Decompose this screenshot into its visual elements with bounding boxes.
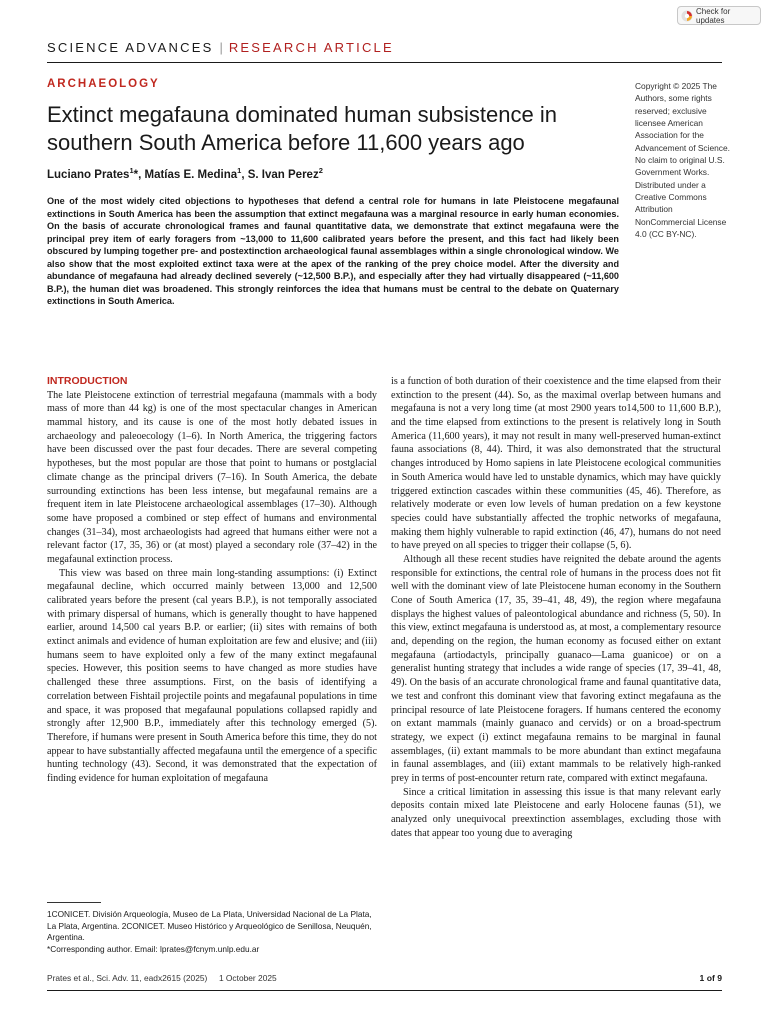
body-paragraph: is a function of both duration of their coexistence and the time elapsed from their extinction to the present (44). So, as the maximal overlap between humans and megafauna is not a very long time (at most 2900 years to14,500 to 11,600 B.P.), and the time elapsed from extinctions to the present is relatively long in South America (11,600 years), it may not result in many well-preserved human-extinct fauna associations (8, 44). Third, it was also demonstrated that the structural changes introduced by Homo sapiens in late Pleistocene ecological communities in South America would have led to unstable dynamics, which may have quickly triggered extinction cascades within these communities (45, 46). Therefore, as relatively moderate or even low levels of human predation on a few keystone species could have substantially affected the trophic networks of megafauna, making them highly vulnerable to rapid extinction (46, 47), humans do not need to have preyed on all species to trigger their collapse (5, 6). (391, 376, 721, 552)
check-updates-label: Check for updates (696, 6, 731, 25)
affiliations: 1CONICET. División Arqueología, Museo de La Plata, Universidad Nacional de La Plata, La Plata, Argentina. 2CONICET. Museo Histórico y Arqueológico de Senillosa, Neuquén, Argentina. (47, 909, 372, 943)
masthead-rule (47, 62, 722, 63)
article-type: RESEARCH ARTICLE (228, 40, 394, 55)
body-column-left (47, 375, 377, 786)
article-title: Extinct megafauna dominated human subsistence in southern South America before 11,600 years ago (47, 102, 557, 155)
author-affiliation-marker: 1 (129, 166, 134, 175)
footnote-rule (47, 902, 101, 903)
section-label: ARCHAEOLOGY (47, 78, 160, 90)
body-paragraph: Since a critical limitation in assessing this issue is that many relevant early deposits contain mixed late Pleistocene and early Holocene faunas (51), we analyzed only unequivocal preextinction assemblages, excluding those with dates that appear too young due to averaging (391, 786, 721, 839)
copyright-notice: Copyright © 2025 The Authors, some rights reserved; exclusive licensee American Association for the Advancement of Science. No claim to original U.S. Government Works. Distributed under a Creative Commons Attribution NonCommercial License 4.0 (CC BY-NC). (635, 81, 730, 240)
check-updates-icon (681, 10, 693, 22)
author-name: Luciano Prates (47, 168, 130, 181)
page-number: 1 of 9 (699, 973, 722, 983)
body-paragraph: This view was based on three main long-standing assumptions: (i) Extinct megafaunal decline, which occurred mainly between 13,000 and 12,500 calibrated years before the present (cal years B.P.), is not temporally associated with primary dispersal of humans, which is generally thought to have happened earlier, around 14,500 cal years B.P. or earlier; (ii) sites with remains of both extinct animals and evidence of human exploitation are few and elusive; and (iii) humans seem to have exploited only a few of the many extinct megafaunal species. However, this position seems to have changed as more studies have challenged these three assumptions. First, on the basis of identifying a correlation between Fishtail projectile points and megafaunal populations in time and space, it was proposed that megafaunal populations collapsed rapidly and strongly after 12,900 B.P., immediately after this technology emerged (5). Therefore, if humans were present in South America before this time, they do not appear to have substantially affected megafauna until the emergence of a specific hunting technology (43). Second, it was demonstrated that the expectation of finding evidence for human exploitation of megafauna (47, 567, 377, 784)
author-affiliation-marker: 2 (318, 166, 323, 175)
body-column-right (391, 375, 721, 840)
footer-rule (47, 990, 722, 991)
corresponding-author: *Corresponding author. Email: lprates@fcnym.unlp.edu.ar (47, 943, 260, 954)
author-separator: , (241, 168, 248, 181)
masthead-separator: | (219, 40, 223, 55)
journal-name: SCIENCE ADVANCES (47, 40, 214, 55)
body-paragraph: Although all these recent studies have reignited the debate around the agents responsible for extinctions, the central role of humans in the process does not fit well with the dominant view of late Pleistocene human economy in the Southern Cone of South America (17, 35, 39–41, 48, 49), the region where megafauna displays the highest values of paleontological abundance and richness (5, 50). In this view, extinct megafauna is understood as, at most, a complementary resource and, depending on the region, the human economy as focused either on extant megafauna (artiodactyls, principally guanaco—Lama guanicoe) or on a generalist hunting strategy that includes a wide range of species (17, 39–41, 48, 49). On the basis of an accurate chronological frame and faunal quantitative data, we test and confront this dominant view that favoring extinct megafauna as the principal resource of late Pleistocene foragers. If humans centered the economy on extant mammals (mainly guanaco and cervids) or on a broad-spectrum strategy, we expect (i) extinct megafauna remains to be marginal in faunal assemblages, (ii) extant mammals to be more abundant than extinct megafauna in faunal assemblages, and (iii) extant mammals to be relatively high-ranked prey in terms of post-encounter return rate, compared with extinct megafauna. (391, 553, 721, 784)
section-heading-introduction: INTRODUCTION (47, 375, 128, 387)
citation-footer: Prates et al., Sci. Adv. 11, eadx2615 (2025) 1 October 2025 (47, 973, 277, 983)
author-name: S. Ivan Perez (247, 168, 319, 181)
masthead (47, 40, 394, 55)
author-list (47, 166, 323, 181)
author-name: Matías E. Medina (144, 168, 238, 181)
author-separator: *, (133, 168, 145, 181)
footnotes (47, 909, 379, 955)
check-for-updates-button[interactable] (677, 6, 761, 25)
abstract: One of the most widely cited objections to hypotheses that defend a central role for humans in late Pleistocene megafaunal extinctions in South America has been the assumption that extinct megafauna was a marginal resource in early human economies. On the basis of accurate chronological frames and faunal quantitative data, we demonstrate that extinct megafauna were the principal prey item of early foragers from ~13,000 to 11,600 calibrated years before the present, and this fact had likely been obscured by lumping together pre- and postextinction archaeological faunal assemblages within a single chronological window. We also show that the most exploited extinct taxa were at the apex of the ranking of the prey choice model. After the diversity and abundance of megafauna had already declined severely (~12,500 B.P.), and especially after they had virtually disappeared (~11,600 B.P.), the human diet was broadened. This strongly reinforces the idea that humans must be central to the debate on Quaternary extinctions in South America. (47, 196, 619, 306)
author-affiliation-marker: 1 (237, 166, 242, 175)
body-paragraph: The late Pleistocene extinction of terrestrial megafauna (mammals with a body mass of more than 44 kg) is one of the most spectacular changes in American mammal history, and its cause is one of the most hotly debated issues in archaeology and paleoecology (1–6). In North America, the triggering factors have been discussed over the past four decades. There are several competing hypotheses, but the most popular are those that point to humans or postglacial climate change as the principal drivers (7–16). In South America, the debate surrounding extinctions has been less intense, but megafaunal remains are a frequent item in late Pleistocene archaeological assemblages (17–30). Although some have proposed a combined or step effect of humans and environmental changes (31–34), most archaeologists had agreed that humans either were not a relevant factor (17, 35, 36) or (at most) played a secondary role (37–42) in the megafaunal extinction process. (47, 389, 377, 565)
